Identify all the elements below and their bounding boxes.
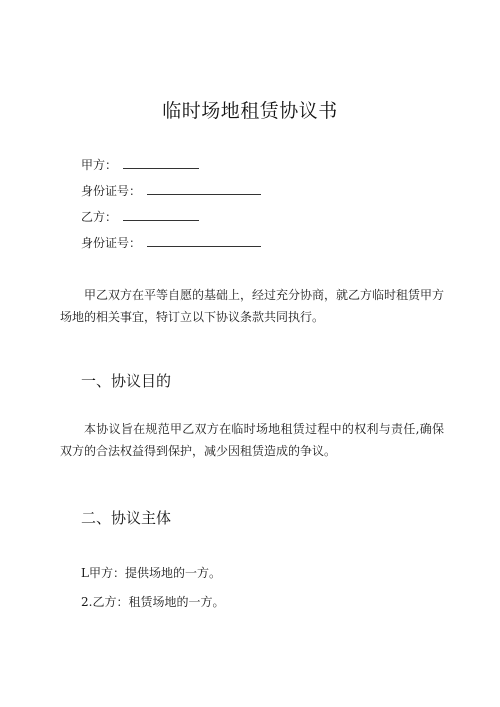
document-title: 临时场地租赁协议书 [162, 100, 338, 122]
party-a-blank [123, 156, 199, 169]
party-a-id-field [81, 182, 261, 198]
party-b-id-field [81, 234, 261, 250]
party-b-id-label: 身份证号： [81, 236, 142, 250]
party-b-id-blank [147, 234, 261, 247]
section-1-body: 本协议旨在规范甲乙双方在临时场地租赁过程中的权利与责任,确保双方的合法权益得到保护，减少因租赁造成的争议。 [60, 422, 444, 458]
party-a-id-blank [147, 182, 261, 195]
section-2-item-2: 2.乙方：租赁场地的一方。 [81, 595, 225, 609]
party-a-id-label: 身份证号： [81, 184, 142, 198]
intro-paragraph: 甲乙双方在平等自愿的基础上，经过充分协商，就乙方临时租赁甲方场地的相关事宜，特订立以下协议条款共同执行。 [60, 288, 445, 324]
party-b-blank [123, 208, 199, 221]
party-a-field [81, 156, 199, 172]
section-2-heading: 二、协议主体 [81, 509, 172, 527]
party-a-label: 甲方： [81, 158, 118, 172]
party-b-label: 乙方： [81, 210, 118, 224]
party-b-field [81, 208, 199, 224]
section-2-item-1: L甲方：提供场地的一方。 [81, 566, 221, 580]
section-1-heading: 一、协议目的 [81, 372, 172, 390]
